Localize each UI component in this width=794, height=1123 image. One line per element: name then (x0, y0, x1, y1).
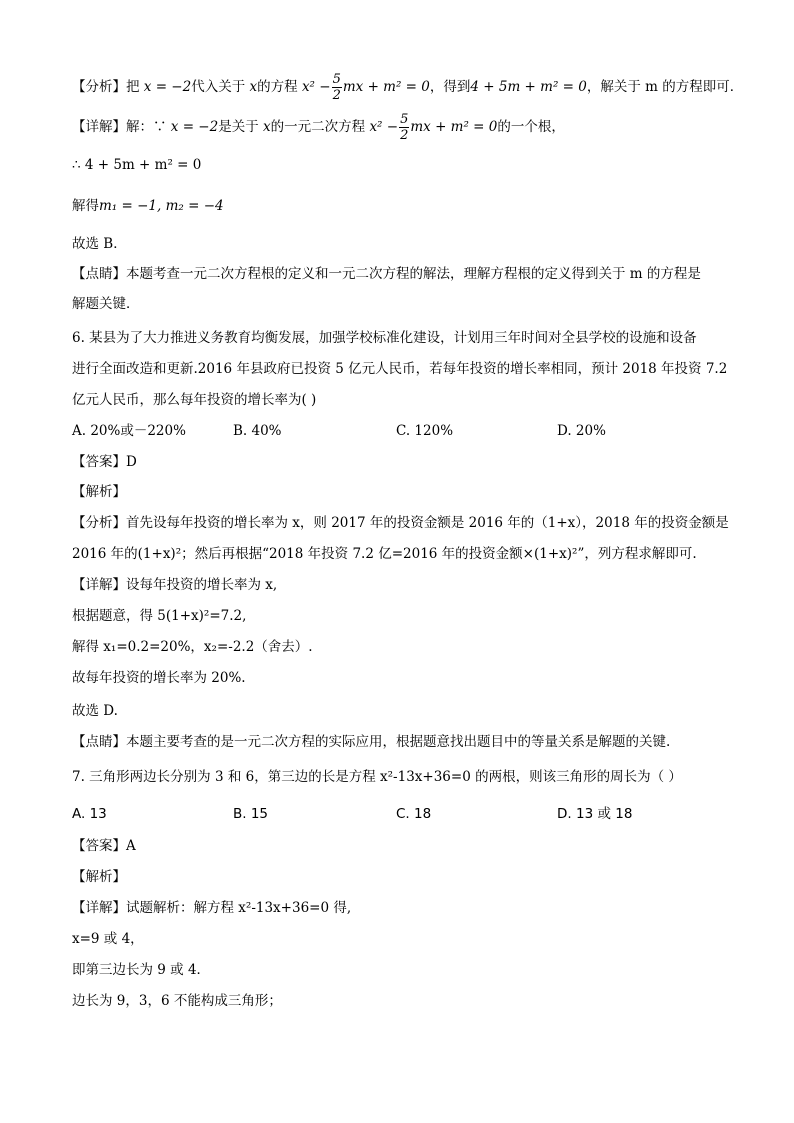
q7-option-d: D. 13 或 18 (557, 806, 633, 822)
answer-tag: 【答案】 (72, 454, 126, 470)
q7-explain-tag: 【解析】 (72, 869, 126, 885)
equation-part: mx + m² = 0 (342, 79, 430, 95)
text: 把 (126, 79, 140, 95)
q7-detail-line1 (72, 898, 351, 918)
q5-detail-line (72, 112, 565, 143)
equation: x = −2 (170, 119, 219, 135)
q6-stem-line2: 进行全面改造和更新.2016 年县政府已投资 5 亿元人民币，若每年投资的增长率相同，预计 2018 年投资 7.2 (72, 361, 728, 377)
comment-tag: 【点睛】 (72, 734, 126, 750)
text: 的方程 (257, 79, 298, 95)
detail-tag: 【详解】 (72, 900, 126, 916)
text: 设每年投资的增长率为 x, (126, 577, 278, 593)
q7-detail-line3: 即第三边长为 9 或 4． (72, 962, 211, 978)
equation: 4 + 5m + m² = 0 (470, 79, 587, 95)
answer-tag: 【答案】 (72, 838, 126, 854)
q6-detail-line1 (72, 575, 277, 595)
fraction (332, 72, 342, 103)
q5-comment-line1 (72, 264, 701, 284)
q7-stem: 7. 三角形两边长分别为 3 和 6，第三边的长是方程 x²-13x+36=0 的两根，则该三角形的周长为（ ） (72, 769, 682, 785)
text: 试题解析：解方程 x²-13x+36=0 得, (126, 900, 352, 916)
q7-option-b: B. 15 (233, 806, 269, 822)
fraction (399, 112, 409, 143)
equation-part: x² − (301, 79, 331, 95)
q6-analysis-line2: 2016 年的(1+x)²；然后再根据“2018 年投资 7.2 亿=2016 年的投资金额×(1+x)²”，列方程求解即可. (72, 546, 697, 562)
text: 首先设每年投资的增长率为 x，则 2017 年的投资金额是 2016 年的（1+x），2018 年的投资金额是 (126, 515, 729, 531)
q7-detail-line2: x=9 或 4， (72, 931, 144, 947)
q6-analysis-line1 (72, 513, 729, 533)
text: 的一元二次方程 (270, 119, 366, 135)
variable: x (249, 79, 258, 95)
text: 本题主要考查的是一元二次方程的实际应用，根据题意找出题目中的等量关系是解题的关键. (126, 734, 671, 750)
q7-answer-line (72, 836, 136, 856)
q6-choose: 故选 D. (72, 703, 118, 719)
text: ，得到 (429, 79, 471, 95)
q7-detail-line4: 边长为 9，3，6 不能构成三角形； (72, 993, 282, 1009)
q7-option-c: C. 18 (396, 806, 432, 822)
text: 解得 (72, 198, 99, 214)
q6-comment-line (72, 732, 670, 752)
q5-solve-line (72, 196, 224, 216)
q6-detail-line3: 解得 x₁=0.2=20%，x₂=-2.2（舍去）. (72, 639, 313, 655)
text: 的一个根， (497, 119, 565, 135)
q6-stem-line3: 亿元人民币，那么每年投资的增长率为( ) (72, 392, 317, 408)
analysis-tag: 【分析】 (72, 515, 126, 531)
q6-detail-line4: 故每年投资的增长率为 20%. (72, 670, 246, 686)
text: ，解关于 m 的方程即可． (586, 79, 744, 95)
text: 代入关于 (191, 79, 246, 95)
answer-value: D (126, 454, 137, 470)
equation-part: x² − (369, 119, 399, 135)
text: 是关于 (218, 119, 259, 135)
q6-option-d: D. 20% (557, 423, 606, 439)
q7-option-a: A. 13 (72, 806, 107, 822)
q6-option-b: B. 40% (233, 423, 282, 439)
fraction-numerator: 5 (332, 72, 341, 87)
comment-tag: 【点睛】 (72, 266, 126, 282)
q5-therefore: ∴ 4 + 5m + m² = 0 (72, 157, 202, 173)
equation: m₁ = −1, m₂ = −4 (99, 198, 224, 214)
equation-part: mx + m² = 0 (410, 119, 498, 135)
q6-explain-tag: 【解析】 (72, 484, 126, 500)
variable: x (263, 119, 271, 135)
text: 解：∵ (126, 119, 167, 135)
fraction-denominator: 2 (400, 128, 409, 143)
detail-tag: 【详解】 (72, 119, 126, 135)
q6-option-a: A. 20%或－220% (72, 423, 186, 439)
q6-option-c: C. 120% (396, 423, 454, 439)
answer-value: A (126, 838, 136, 854)
fraction-numerator: 5 (400, 112, 409, 127)
q6-stem-line1: 6. 某县为了大力推进义务教育均衡发展，加强学校标准化建设，计划用三年时间对全县学校的设施和设备 (72, 330, 697, 346)
detail-tag: 【详解】 (72, 577, 126, 593)
equation: x = −2 (143, 79, 192, 95)
q5-choose: 故选 B． (72, 236, 127, 252)
fraction-denominator: 2 (332, 88, 341, 103)
q5-comment-line2: 解题关键． (72, 296, 140, 312)
analysis-tag: 【分析】 (72, 79, 126, 95)
q5-analysis-line (72, 72, 743, 103)
text: 本题考查一元二次方程根的定义和一元二次方程的解法，理解方程根的定义得到关于 m 的方程是 (126, 266, 701, 282)
q6-answer-line (72, 452, 137, 472)
q6-detail-line2: 根据题意，得 5(1+x)²=7.2, (72, 608, 247, 624)
